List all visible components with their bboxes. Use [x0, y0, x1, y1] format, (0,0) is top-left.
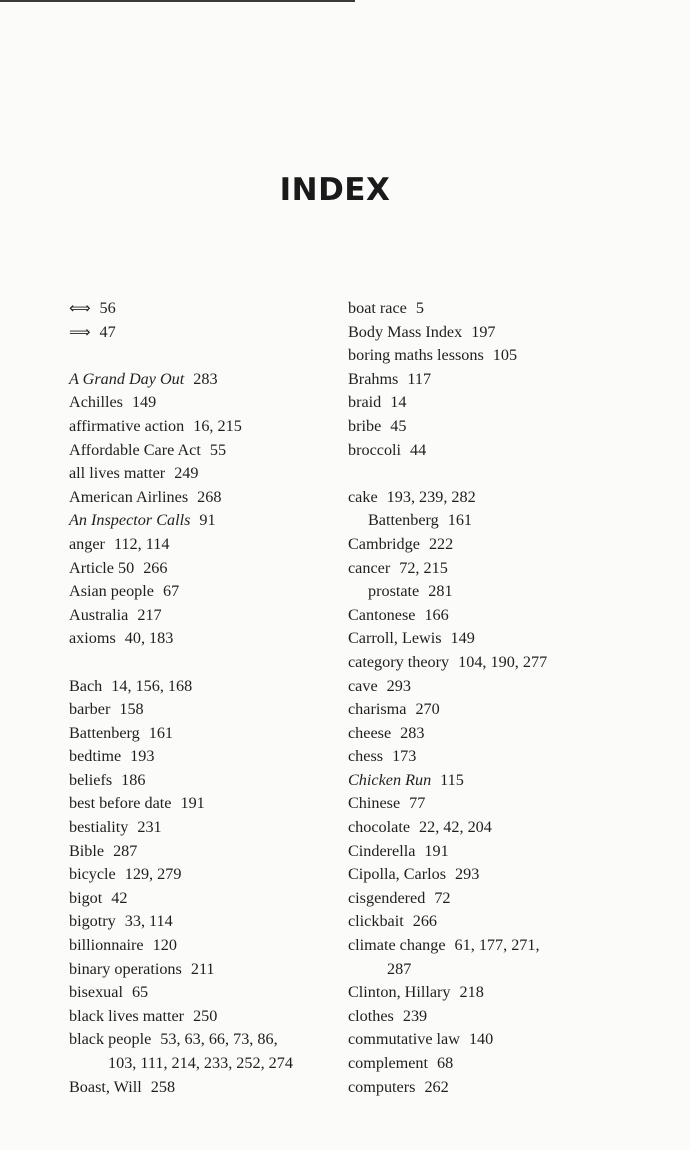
- page-numbers: 161: [148, 723, 174, 742]
- page-numbers: 287: [113, 841, 138, 860]
- page-numbers: 239: [402, 1006, 428, 1025]
- index-subentry: [348, 509, 648, 533]
- double-arrow-symbol: ⟺: [69, 299, 91, 317]
- page-numbers: 68: [437, 1054, 454, 1072]
- page-numbers: 40, 183: [124, 629, 174, 648]
- index-entry: [348, 344, 648, 368]
- index-entry: [69, 1028, 369, 1052]
- index-term: cisgendered: [348, 888, 426, 907]
- index-term: anger: [69, 534, 105, 553]
- page-top-rule: [0, 0, 355, 2]
- page-numbers: 166: [424, 605, 449, 624]
- index-entry: [348, 887, 648, 911]
- index-term: Australia: [69, 605, 129, 624]
- index-entry: [348, 769, 648, 793]
- page-numbers: 61, 177, 271,: [454, 936, 540, 955]
- index-entry: [69, 462, 369, 486]
- index-term: An Inspector Calls: [69, 511, 191, 530]
- group-spacer: [348, 462, 648, 486]
- index-term: boring maths lessons: [348, 346, 484, 365]
- index-entry: [348, 910, 648, 934]
- index-term: bribe: [348, 416, 382, 435]
- page-numbers: 293: [455, 865, 480, 884]
- index-entry: [69, 887, 369, 911]
- page-numbers: 158: [119, 700, 144, 719]
- index-term: bicycle: [69, 865, 116, 884]
- index-entry: [348, 1052, 648, 1076]
- index-entry: [348, 840, 648, 864]
- index-term: chess: [348, 747, 384, 766]
- index-term: Cantonese: [348, 605, 416, 624]
- index-entry: [348, 675, 648, 699]
- index-term: best before date: [69, 794, 172, 813]
- index-entry: [69, 627, 369, 651]
- index-term: Cipolla, Carlos: [348, 865, 447, 884]
- page-numbers: 103, 111, 214, 233, 252, 274: [108, 1054, 293, 1072]
- index-term: boat race: [348, 299, 407, 317]
- index-entry: [348, 981, 648, 1005]
- page-numbers: 283: [400, 723, 425, 742]
- index-entry: [348, 533, 648, 557]
- page-numbers: 72: [434, 888, 451, 907]
- index-entry: [69, 533, 369, 557]
- page-numbers: 191: [180, 794, 205, 813]
- index-entry: [69, 580, 369, 604]
- index-entry: [348, 651, 648, 675]
- page-numbers: 281: [428, 582, 453, 601]
- index-entry: [69, 509, 369, 533]
- index-entry: [69, 486, 369, 510]
- index-entry: [348, 297, 648, 321]
- index-entry: [348, 934, 648, 958]
- index-term: charisma: [348, 700, 407, 719]
- index-term: Achilles: [69, 393, 123, 412]
- index-term: binary operations: [69, 959, 182, 978]
- index-term: axioms: [69, 629, 116, 648]
- page-numbers: 104, 190, 277: [458, 652, 548, 671]
- page-numbers: 44: [410, 440, 427, 459]
- page-numbers: 47: [99, 322, 116, 341]
- page-numbers: 120: [152, 936, 177, 955]
- page-numbers: 218: [459, 983, 484, 1002]
- index-entry: [69, 297, 369, 321]
- page-numbers: 45: [390, 416, 407, 435]
- index-term: American Airlines: [69, 487, 189, 506]
- index-entry: [348, 486, 648, 510]
- index-term: billionnaire: [69, 936, 144, 955]
- page-numbers: 287: [387, 959, 412, 978]
- index-term: complement: [348, 1054, 429, 1072]
- index-entry: [348, 1028, 648, 1052]
- page-numbers: 222: [428, 534, 454, 553]
- page-numbers: 5: [415, 299, 424, 317]
- index-entry: [69, 769, 369, 793]
- index-term: chocolate: [348, 818, 411, 837]
- index-column-right: [348, 297, 648, 1099]
- group-spacer: [69, 344, 369, 368]
- index-subterm: prostate: [368, 582, 420, 601]
- index-entry-continuation: [348, 958, 648, 982]
- index-term: Cambridge: [348, 534, 420, 553]
- index-entry: [348, 863, 648, 887]
- index-entry: [69, 604, 369, 628]
- index-term: cake: [348, 487, 378, 506]
- page-numbers: 197: [471, 322, 496, 341]
- page-numbers: 22, 42, 204: [419, 818, 492, 837]
- index-entry: [69, 934, 369, 958]
- page-numbers: 149: [450, 629, 475, 648]
- index-term: commutative law: [348, 1030, 460, 1049]
- page-numbers: 55: [209, 440, 227, 459]
- index-subentry: [348, 580, 648, 604]
- index-term: Article 50: [69, 558, 135, 577]
- index-term: bedtime: [69, 747, 122, 766]
- index-entry: [69, 840, 369, 864]
- index-entry: [348, 321, 648, 345]
- index-term: Bible: [69, 841, 105, 860]
- index-term: Cinderella: [348, 841, 416, 860]
- page-numbers: 262: [424, 1077, 449, 1096]
- index-term: Asian people: [69, 582, 154, 601]
- index-entry: [69, 391, 369, 415]
- page-numbers: 14: [390, 393, 407, 412]
- index-term: braid: [348, 393, 382, 412]
- page-numbers: 258: [150, 1077, 176, 1096]
- page-numbers: 112, 114: [113, 534, 170, 553]
- index-entry: [348, 627, 648, 651]
- index-term: Affordable Care Act: [69, 440, 201, 459]
- index-entry: [348, 792, 648, 816]
- page-numbers: 270: [415, 700, 440, 719]
- index-subterm: Battenberg: [368, 511, 439, 530]
- index-term: Brahms: [348, 369, 399, 388]
- page-numbers: 91: [199, 511, 216, 530]
- index-entry: [69, 722, 369, 746]
- index-term: category theory: [348, 652, 450, 671]
- index-entry: [69, 321, 369, 345]
- page-numbers: 140: [468, 1030, 494, 1049]
- page-numbers: 117: [407, 369, 432, 388]
- index-term: Chicken Run: [348, 770, 432, 789]
- page-numbers: 56: [99, 299, 116, 317]
- index-entry: [69, 745, 369, 769]
- index-term: Battenberg: [69, 723, 140, 742]
- page-numbers: 129, 279: [124, 865, 182, 884]
- page-numbers: 16, 215: [193, 416, 242, 435]
- index-term: bestiality: [69, 818, 129, 837]
- index-term: clickbait: [348, 912, 404, 931]
- index-entry: [348, 1076, 648, 1100]
- index-term: broccoli: [348, 440, 402, 459]
- index-entry: [348, 604, 648, 628]
- index-entry: [69, 415, 369, 439]
- index-term: black people: [69, 1030, 152, 1049]
- page-numbers: 149: [131, 393, 157, 412]
- index-term: computers: [348, 1077, 416, 1096]
- index-entry: [348, 439, 648, 463]
- page-numbers: 173: [392, 747, 417, 766]
- right-arrow-symbol: ⟹: [69, 322, 91, 341]
- index-term: clothes: [348, 1006, 394, 1025]
- index-term: beliefs: [69, 770, 113, 789]
- page-numbers: 33, 114: [124, 912, 173, 931]
- index-entry: [69, 910, 369, 934]
- index-entry: [69, 1076, 369, 1100]
- index-entry: [69, 439, 369, 463]
- index-entry: [348, 816, 648, 840]
- index-entry: [69, 792, 369, 816]
- page-numbers: 217: [137, 605, 162, 624]
- index-entry: [348, 391, 648, 415]
- index-term: Chinese: [348, 794, 401, 813]
- page-numbers: 161: [447, 511, 473, 530]
- page-numbers: 266: [143, 558, 168, 577]
- index-term: black lives matter: [69, 1006, 185, 1025]
- page-numbers: 186: [121, 770, 146, 789]
- index-entry: [69, 958, 369, 982]
- page-numbers: 115: [440, 770, 464, 789]
- page-numbers: 293: [386, 676, 411, 695]
- index-entry: [348, 1005, 648, 1029]
- index-entry: [69, 816, 369, 840]
- page-numbers: 249: [174, 464, 199, 483]
- page-numbers: 250: [193, 1006, 218, 1025]
- index-term: Clinton, Hillary: [348, 983, 451, 1002]
- index-entry: [69, 557, 369, 581]
- index-term: cave: [348, 676, 378, 695]
- group-spacer: [69, 651, 369, 675]
- index-term: cancer: [348, 558, 391, 577]
- page-numbers: 67: [162, 582, 180, 601]
- index-entry: [69, 675, 369, 699]
- index-term: Bach: [69, 676, 103, 695]
- index-column-left: [69, 297, 369, 1099]
- page-numbers: 283: [193, 369, 218, 388]
- index-term: A Grand Day Out: [69, 369, 185, 388]
- index-entry: [69, 698, 369, 722]
- index-entry-continuation: [69, 1052, 369, 1076]
- page-numbers: 193: [130, 747, 155, 766]
- index-term: climate change: [348, 936, 446, 955]
- page-numbers: 266: [412, 912, 438, 931]
- page-numbers: 65: [131, 983, 149, 1002]
- index-entry: [69, 1005, 369, 1029]
- page-title: INDEX: [279, 172, 391, 208]
- page-numbers: 72, 215: [399, 558, 448, 577]
- index-term: all lives matter: [69, 464, 166, 483]
- page-numbers: 53, 63, 66, 73, 86,: [160, 1030, 278, 1049]
- page-numbers: 211: [190, 959, 215, 978]
- index-term: bisexual: [69, 983, 123, 1002]
- index-entry: [348, 698, 648, 722]
- index-entry: [69, 863, 369, 887]
- page-numbers: 14, 156, 168: [111, 676, 193, 695]
- page-numbers: 193, 239, 282: [386, 487, 476, 506]
- page-numbers: 191: [424, 841, 449, 860]
- index-entry: [69, 981, 369, 1005]
- index-term: bigot: [69, 888, 103, 907]
- index-entry: [348, 557, 648, 581]
- page-numbers: 268: [197, 487, 222, 506]
- index-entry: [348, 368, 648, 392]
- index-entry: [348, 722, 648, 746]
- index-term: affirmative action: [69, 416, 185, 435]
- index-term: Boast, Will: [69, 1077, 142, 1096]
- index-term: barber: [69, 700, 111, 719]
- index-term: Body Mass Index: [348, 322, 463, 341]
- page-numbers: 105: [492, 346, 518, 365]
- index-term: Carroll, Lewis: [348, 629, 442, 648]
- index-entry: [69, 368, 369, 392]
- index-term: bigotry: [69, 912, 116, 931]
- page-numbers: 42: [111, 888, 128, 907]
- index-entry: [348, 415, 648, 439]
- index-term: cheese: [348, 723, 392, 742]
- index-entry: [348, 745, 648, 769]
- page-numbers: 231: [137, 818, 162, 837]
- page-numbers: 77: [409, 794, 426, 813]
